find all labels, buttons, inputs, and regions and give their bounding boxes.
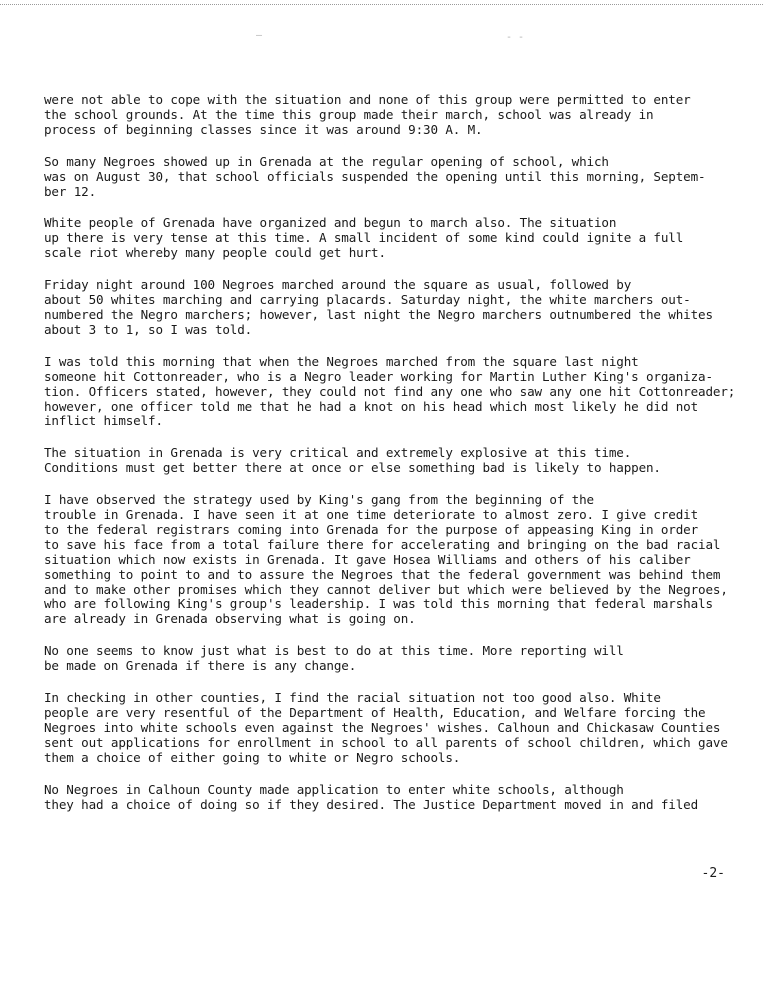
top-edge-rule <box>0 4 763 5</box>
paragraph: were not able to cope with the situation and none of this group were permitted to enter the school grounds. At the time this group made their march, school was already in process of beginning classes since it was around 9:30 A. M. <box>44 92 691 137</box>
paragraph: No Negroes in Calhoun County made application to enter white schools, although they had a choice of doing so if they desired. The Justice Department moved in and filed <box>44 781 699 812</box>
document-body <box>44 93 756 829</box>
paragraph: No one seems to know just what is best to do at this time. More reporting will be made on Grenada if there is any change. <box>44 643 624 674</box>
scan-mark: - - <box>506 32 525 43</box>
page-number: -2- <box>701 866 725 881</box>
paragraph: White people of Grenada have organized and begun to march also. The situation up there is very tense at this time. A small incident of some kind could ignite a full scale riot whereby many people could get hurt. <box>44 215 684 261</box>
paragraph: So many Negroes showed up in Grenada at the regular opening of school, which was on August 30, that school officials suspended the opening until this morning, Septem- ber 12. <box>44 153 706 199</box>
paragraph: The situation in Grenada is very critical and extremely explosive at this time. Conditions must get better there at once or else something bad is likely to happen. <box>44 445 661 476</box>
paragraph: Friday night around 100 Negroes marched around the square as usual, followed by about 50 whites marching and carrying placards. Saturday night, the white marchers out- numbered the Negro marchers; however, last night the Negro marchers outnumbered the whites about 3 to 1, so I was told. <box>44 277 713 337</box>
scan-mark: — <box>256 30 263 41</box>
paragraph: I have observed the strategy used by King's gang from the beginning of the trouble in Grenada. I have seen it at one time deteriorate to almost zero. I give credit to the federal registrars coming into Grenada for the purpose of appeasing King in order to save his face from a total failure there for accelerating and bringing on the bad racial situation which now exists in Grenada. It gave Hosea Williams and others of his caliber something to point to and to assure the Negroes that the federal government was behind them and to make other promises which they cannot deliver but which were believed by the Negroes, who are following King's group's leadership. I was told this morning that federal marshals are already in Grenada observing what is going on. <box>44 492 728 627</box>
paragraph: In checking in other counties, I find the racial situation not too good also. White people are very resentful of the Department of Health, Education, and Welfare forcing the Negroes into white schools even against the Negroes' wishes. Calhoun and Chickasaw Counties sent out applications for enrollment in school to all parents of school children, which gave them a choice of either going to white or Negro schools. <box>44 690 728 765</box>
paragraph: I was told this morning that when the Negroes marched from the square last night someone hit Cottonreader, who is a Negro leader working for Martin Luther King's organiza- tion. Officers stated, however, they could not find any one who saw any one hit Cottonreader; however, one officer told me that he had a knot on his head which most likely he did not inflict himself. <box>44 353 736 429</box>
